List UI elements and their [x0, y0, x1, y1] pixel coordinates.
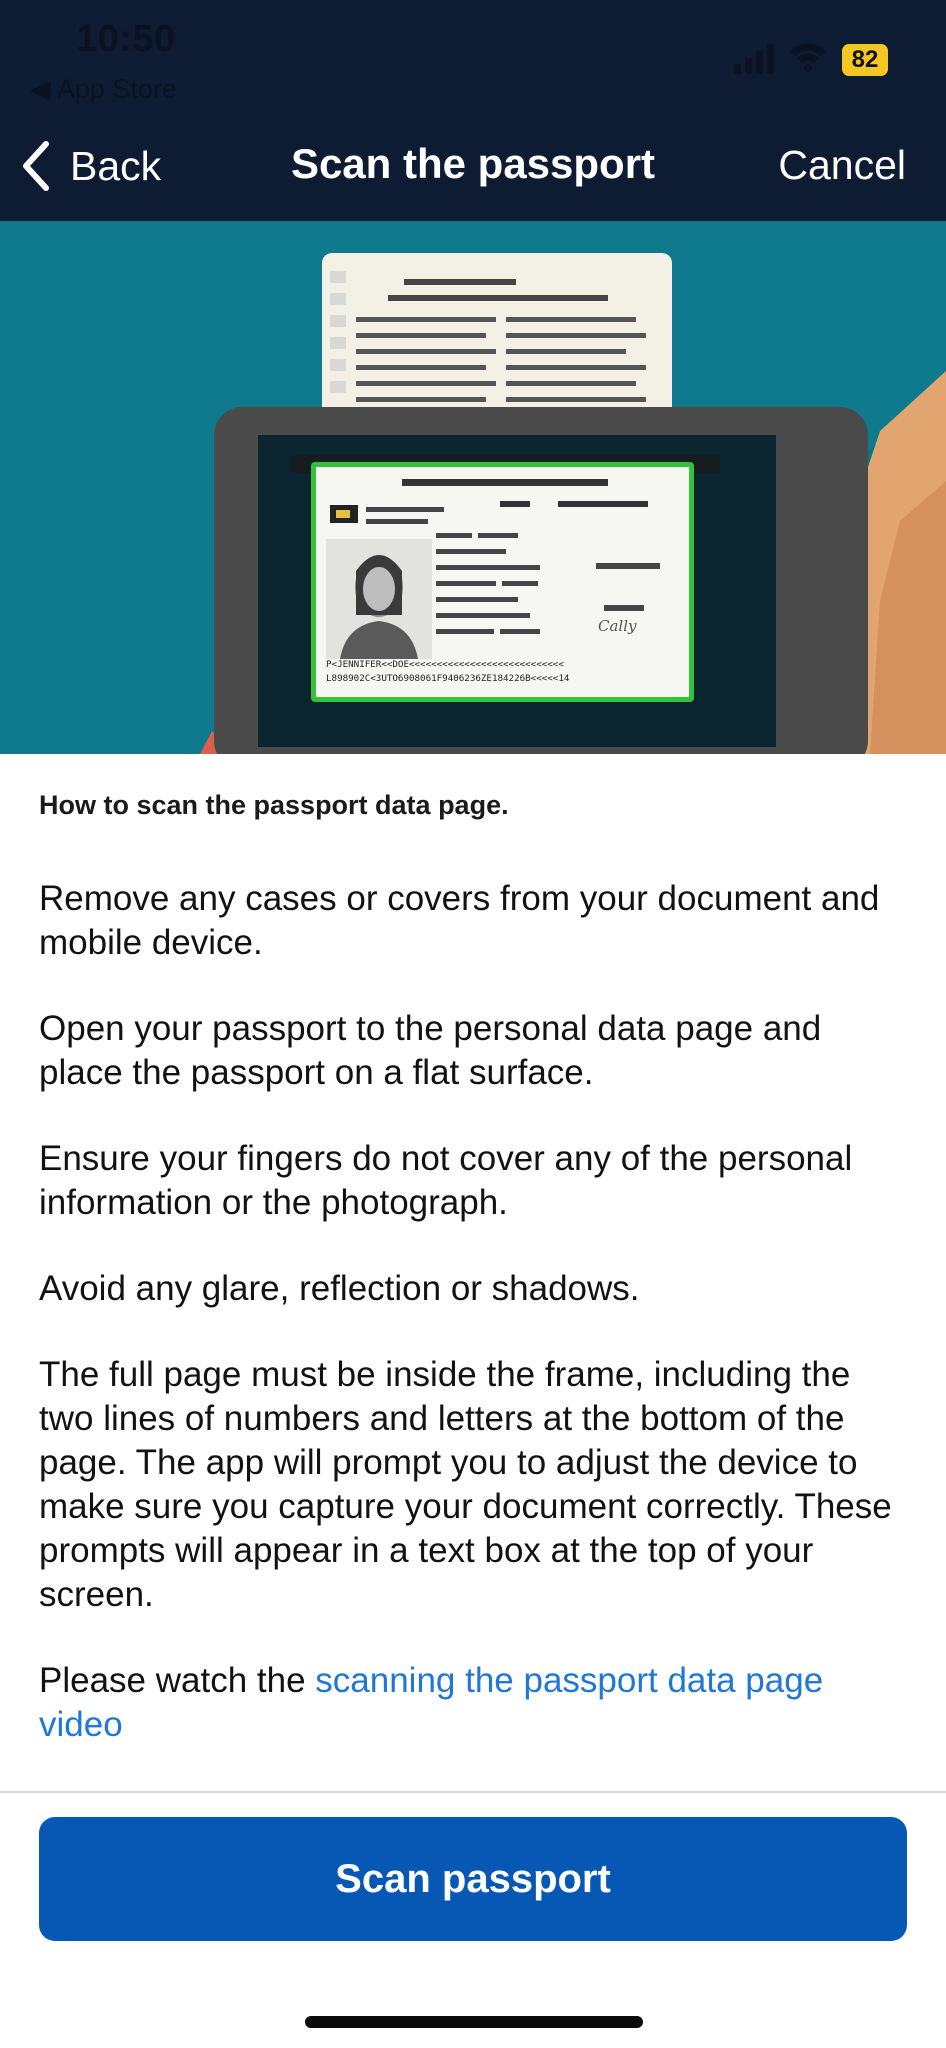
- top-bar: [0, 0, 946, 221]
- instruction-paragraph: Open your passport to the personal data page and place the passport on a flat surface.: [39, 1009, 822, 1092]
- footer-divider: [0, 1791, 946, 1793]
- wifi-icon: [788, 40, 828, 72]
- cancel-button[interactable]: Cancel: [778, 142, 906, 188]
- cellular-signal-icon: [734, 44, 776, 74]
- instruction-paragraph: Remove any cases or covers from your document and mobile device.: [39, 879, 880, 962]
- instruction-paragraph: Avoid any glare, reflection or shadows.: [39, 1269, 640, 1308]
- video-prompt: [39, 1659, 909, 1747]
- signature-text: Cally: [598, 617, 637, 635]
- scanning-video-link[interactable]: scanning the passport data page video: [39, 1661, 824, 1744]
- illustration-svg: [0, 221, 946, 754]
- back-button[interactable]: [18, 140, 161, 192]
- video-prompt-text: Please watch the: [39, 1661, 316, 1700]
- back-button-label: Back: [70, 142, 162, 189]
- battery-level: 82: [842, 44, 888, 76]
- phone-device: [214, 407, 868, 754]
- home-indicator: [305, 2016, 643, 2028]
- back-to-app-store-link[interactable]: ◀ App Store: [30, 74, 177, 104]
- instruction-paragraph: The full page must be inside the frame, including the two lines of numbers and letters at the bottom of the page. The app will prompt you to adjust the device to make sure you capture your document correctly. These prompts will appear in a text box at the top of your screen.: [39, 1355, 892, 1614]
- scan-passport-button[interactable]: Scan passport: [39, 1817, 907, 1941]
- mrz-line-2: L898902C<3UTO6908061F9406236ZE184226B<<<<<14: [326, 673, 570, 684]
- page-title: Scan the passport: [290, 140, 656, 187]
- instruction-paragraph: Ensure your fingers do not cover any of the personal information or the photograph.: [39, 1139, 853, 1222]
- passport-scan-illustration: [0, 221, 946, 754]
- instructions: [39, 790, 909, 1789]
- instructions-heading: How to scan the passport data page.: [39, 790, 509, 820]
- chevron-left-icon: [18, 140, 52, 192]
- status-time: 10:50: [76, 18, 176, 60]
- mrz-line-1: P<JENNIFER<<DOE<<<<<<<<<<<<<<<<<<<<<<<<<<<<: [326, 659, 564, 670]
